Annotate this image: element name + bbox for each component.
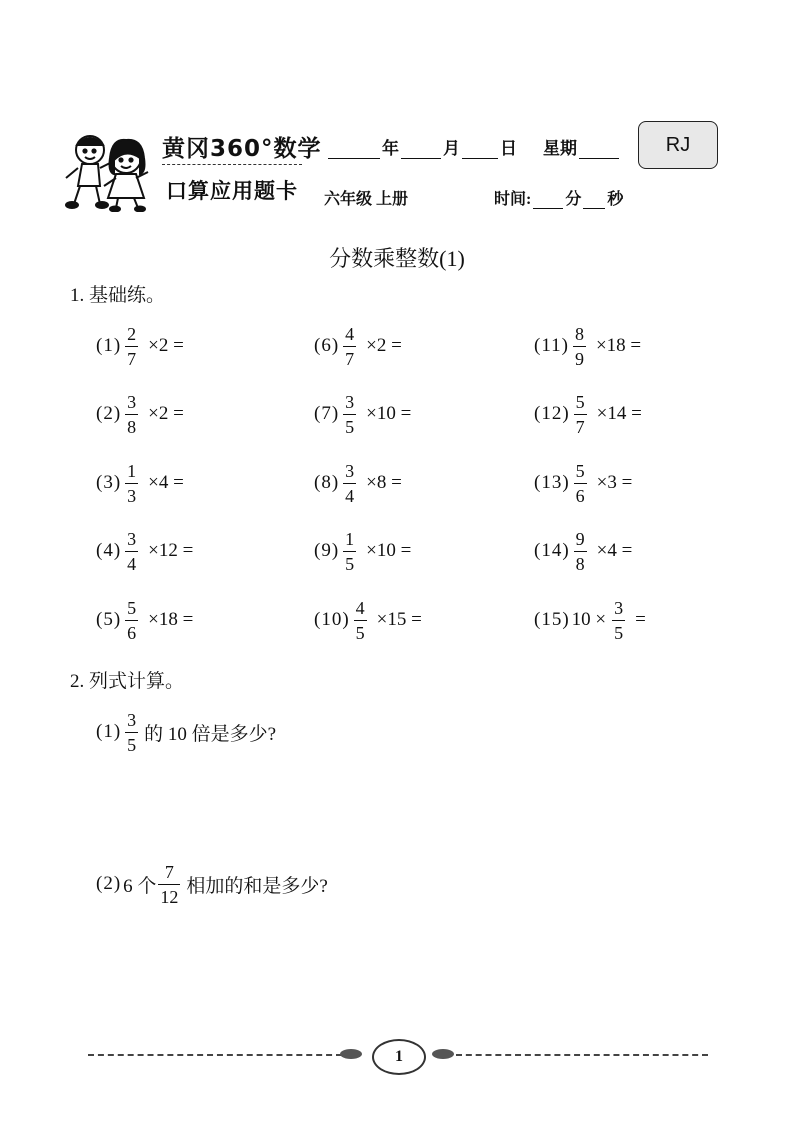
denominator: 4 — [125, 551, 138, 573]
denominator: 7 — [343, 346, 356, 368]
expression-tail: ×2 = — [366, 335, 402, 356]
expression-tail: = — [635, 609, 646, 630]
word-problem-1 — [96, 707, 276, 757]
denominator: 5 — [354, 620, 367, 642]
denominator: 8 — [125, 414, 138, 436]
fraction — [343, 530, 356, 573]
denominator: 6 — [574, 483, 587, 505]
problem-7 — [314, 389, 411, 439]
brand-divider — [162, 164, 302, 165]
fraction — [125, 599, 138, 642]
expression-tail: ×15 = — [376, 609, 422, 630]
fraction — [343, 462, 356, 505]
problem-label: (1) — [96, 335, 122, 356]
problem-1 — [96, 321, 184, 371]
footer-ornament-left — [340, 1049, 362, 1059]
denominator: 5 — [612, 620, 625, 642]
problem-label: (3) — [96, 472, 122, 493]
denominator: 9 — [573, 346, 586, 368]
problem-label: (7) — [314, 403, 340, 424]
expression-tail: ×18 = — [148, 609, 194, 630]
expression-tail: ×4 = — [148, 472, 184, 493]
day-blank[interactable] — [462, 142, 498, 159]
numerator: 3 — [345, 391, 355, 412]
seconds-blank[interactable] — [583, 194, 605, 209]
problem-3 — [96, 458, 184, 508]
word-problem-2 — [96, 859, 328, 909]
grade-label: 六年级 上册 — [324, 191, 409, 208]
problem-label: (10) — [314, 609, 350, 630]
problem-6 — [314, 321, 402, 371]
fraction — [125, 530, 138, 573]
problem-12 — [534, 389, 642, 439]
denominator: 7 — [574, 414, 587, 436]
numerator: 3 — [345, 460, 355, 481]
denominator: 3 — [125, 483, 138, 505]
problem-label: (14) — [534, 540, 570, 561]
section-heading-basic-practice: 1. 基础练。 — [70, 285, 166, 306]
month-blank[interactable] — [401, 142, 441, 159]
edition-badge: RJ — [638, 121, 718, 169]
numerator: 7 — [164, 861, 174, 882]
problem-label: (5) — [96, 609, 122, 630]
month-label: 月 — [443, 139, 460, 158]
problem-14 — [534, 526, 632, 576]
minutes-label: 分 — [565, 191, 582, 208]
denominator: 5 — [125, 732, 138, 754]
footer-divider-right — [456, 1054, 708, 1056]
expression-tail: ×2 = — [148, 403, 184, 424]
problem-2 — [96, 389, 184, 439]
seconds-label: 秒 — [607, 191, 624, 208]
numerator: 9 — [575, 528, 585, 549]
numerator: 5 — [575, 460, 585, 481]
brand-subtitle: 口算应用题卡 — [166, 179, 298, 203]
numerator: 2 — [127, 323, 137, 344]
expression-tail: ×14 = — [596, 403, 642, 424]
problem-5 — [96, 595, 193, 645]
page-title: 分数乘整数(1) — [329, 246, 465, 271]
fraction — [612, 599, 625, 642]
numerator: 5 — [127, 597, 137, 618]
page-number: 1 — [372, 1039, 426, 1075]
problem-label: (11) — [534, 335, 569, 356]
problem-label: (13) — [534, 472, 570, 493]
numerator: 1 — [345, 528, 355, 549]
date-line — [326, 134, 621, 159]
numerator: 3 — [127, 528, 137, 549]
numerator: 3 — [614, 597, 624, 618]
weekday-label: 星期 — [543, 139, 577, 158]
problem-13 — [534, 458, 632, 508]
denominator: 12 — [158, 884, 180, 906]
problem-label: (15) — [534, 609, 570, 630]
numerator: 8 — [574, 323, 584, 344]
denominator: 7 — [125, 346, 138, 368]
problem-9 — [314, 526, 411, 576]
year-label: 年 — [382, 139, 399, 158]
fraction — [343, 393, 356, 436]
expression-tail: ×10 = — [366, 403, 412, 424]
denominator: 6 — [125, 620, 138, 642]
problem-label: (9) — [314, 540, 340, 561]
fraction — [574, 393, 587, 436]
problem-label: (1) — [96, 721, 122, 742]
day-label: 日 — [500, 139, 517, 158]
weekday-blank[interactable] — [579, 142, 619, 159]
fraction — [574, 462, 587, 505]
numerator: 1 — [127, 460, 137, 481]
expression-tail: ×10 = — [366, 540, 412, 561]
question-text: 的 10 倍是多少? — [144, 723, 277, 745]
problem-label: (2) — [96, 403, 122, 424]
expression-head: 10 × — [571, 609, 607, 630]
denominator: 5 — [343, 414, 356, 436]
time-label: 时间: — [494, 191, 532, 208]
kids-mascot-illustration — [60, 128, 156, 212]
question-prefix: 6 个 — [123, 875, 157, 897]
fraction — [125, 325, 138, 368]
expression-tail: ×8 = — [366, 472, 402, 493]
section-heading-column-calculation: 2. 列式计算。 — [70, 671, 185, 692]
problem-8 — [314, 458, 402, 508]
problem-11 — [534, 321, 641, 371]
problem-label: (6) — [314, 335, 340, 356]
fraction — [574, 530, 587, 573]
footer-divider-left — [88, 1054, 342, 1056]
problem-label: (12) — [534, 403, 570, 424]
denominator: 8 — [574, 551, 587, 573]
brand-title: 黄冈360°数学 — [162, 136, 322, 162]
expression-tail: ×12 = — [148, 540, 194, 561]
problem-10 — [314, 595, 422, 645]
footer-ornament-right — [432, 1049, 454, 1059]
expression-tail: ×18 = — [595, 335, 642, 356]
fraction — [158, 863, 180, 906]
numerator: 3 — [127, 709, 137, 730]
problem-4 — [96, 526, 193, 576]
problem-15 — [534, 595, 646, 645]
numerator: 4 — [345, 323, 355, 344]
time-line — [494, 186, 623, 209]
numerator: 5 — [575, 391, 585, 412]
expression-tail: ×4 = — [596, 540, 633, 561]
problem-label: (8) — [314, 472, 340, 493]
fraction — [125, 711, 138, 754]
problem-label: (2) — [96, 873, 122, 894]
minutes-blank[interactable] — [533, 194, 563, 209]
expression-tail: ×3 = — [596, 472, 633, 493]
fraction — [354, 599, 367, 642]
problem-label: (4) — [96, 540, 122, 561]
fraction — [343, 325, 356, 368]
numerator: 4 — [355, 597, 365, 618]
fraction — [125, 462, 138, 505]
fraction — [125, 393, 138, 436]
fraction — [573, 325, 586, 368]
question-text: 相加的和是多少? — [186, 875, 328, 897]
year-blank[interactable] — [328, 142, 380, 159]
denominator: 4 — [343, 483, 356, 505]
numerator: 3 — [127, 391, 137, 412]
expression-tail: ×2 = — [148, 335, 184, 356]
denominator: 5 — [343, 551, 356, 573]
